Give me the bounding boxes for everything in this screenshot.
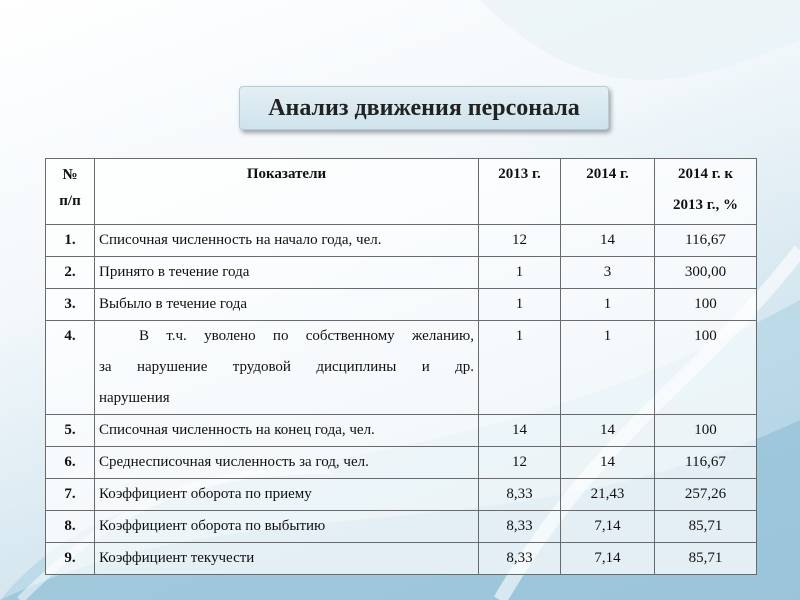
row-2014: 1 bbox=[561, 321, 655, 415]
table-row bbox=[46, 289, 757, 321]
row-ratio: 257,26 bbox=[655, 479, 757, 511]
row-num: 3. bbox=[46, 289, 95, 321]
row-2013: 14 bbox=[479, 415, 561, 447]
row-ratio: 100 bbox=[655, 289, 757, 321]
header-num-line1: № bbox=[62, 167, 78, 183]
row-2014: 7,14 bbox=[561, 511, 655, 543]
row-ratio: 85,71 bbox=[655, 511, 757, 543]
row-num: 8. bbox=[46, 511, 95, 543]
header-indicator: Показатели bbox=[95, 159, 479, 225]
header-2014: 2014 г. bbox=[561, 159, 655, 225]
row-2013: 12 bbox=[479, 225, 561, 257]
row-2013: 12 bbox=[479, 447, 561, 479]
row-2013: 1 bbox=[479, 321, 561, 415]
row-label-line2: за нарушение трудовой дисциплины и др. bbox=[99, 359, 474, 375]
row-2014: 14 bbox=[561, 415, 655, 447]
table-row bbox=[46, 415, 757, 447]
row-label bbox=[95, 321, 479, 415]
row-label: Списочная численность на начало года, чел. bbox=[95, 225, 479, 257]
row-2014: 14 bbox=[561, 447, 655, 479]
row-label: Коэффициент текучести bbox=[95, 543, 479, 575]
table-row bbox=[46, 447, 757, 479]
header-ratio-line1: 2014 г. к bbox=[677, 166, 733, 182]
row-2014: 1 bbox=[561, 289, 655, 321]
row-label: Списочная численность на конец года, чел. bbox=[95, 415, 479, 447]
row-num: 2. bbox=[46, 257, 95, 289]
row-num: 5. bbox=[46, 415, 95, 447]
row-label: Среднесписочная численность за год, чел. bbox=[95, 447, 479, 479]
row-label-line3: нарушения bbox=[99, 390, 170, 406]
row-2014: 7,14 bbox=[561, 543, 655, 575]
table-row bbox=[46, 321, 757, 415]
row-num: 7. bbox=[46, 479, 95, 511]
row-label-line1: В т.ч. уволено по собственному желанию, bbox=[139, 328, 474, 344]
row-ratio: 116,67 bbox=[655, 225, 757, 257]
row-2013: 8,33 bbox=[479, 511, 561, 543]
table-row bbox=[46, 479, 757, 511]
row-label: Выбыло в течение года bbox=[95, 289, 479, 321]
row-num: 9. bbox=[46, 543, 95, 575]
header-ratio bbox=[655, 159, 757, 225]
row-ratio: 100 bbox=[655, 321, 757, 415]
row-ratio: 300,00 bbox=[655, 257, 757, 289]
row-label: Коэффициент оборота по выбытию bbox=[95, 511, 479, 543]
personnel-table bbox=[45, 158, 757, 575]
header-num bbox=[46, 159, 95, 225]
row-num: 4. bbox=[46, 321, 95, 415]
row-2013: 1 bbox=[479, 257, 561, 289]
table-row bbox=[46, 257, 757, 289]
header-ratio-line2: 2013 г., % bbox=[672, 197, 739, 213]
row-2014: 21,43 bbox=[561, 479, 655, 511]
row-2014: 3 bbox=[561, 257, 655, 289]
row-label: Коэффициент оборота по приему bbox=[95, 479, 479, 511]
row-2013: 8,33 bbox=[479, 479, 561, 511]
table-row bbox=[46, 511, 757, 543]
row-ratio: 100 bbox=[655, 415, 757, 447]
table-row bbox=[46, 543, 757, 575]
row-num: 1. bbox=[46, 225, 95, 257]
row-ratio: 116,67 bbox=[655, 447, 757, 479]
row-label: Принято в течение года bbox=[95, 257, 479, 289]
row-ratio: 85,71 bbox=[655, 543, 757, 575]
row-2013: 8,33 bbox=[479, 543, 561, 575]
table-row bbox=[46, 225, 757, 257]
row-2014: 14 bbox=[561, 225, 655, 257]
header-num-line2: п/п bbox=[59, 193, 81, 209]
row-2013: 1 bbox=[479, 289, 561, 321]
page-title: Анализ движения персонала bbox=[239, 86, 609, 130]
header-row bbox=[46, 159, 757, 225]
row-num: 6. bbox=[46, 447, 95, 479]
header-2013: 2013 г. bbox=[479, 159, 561, 225]
